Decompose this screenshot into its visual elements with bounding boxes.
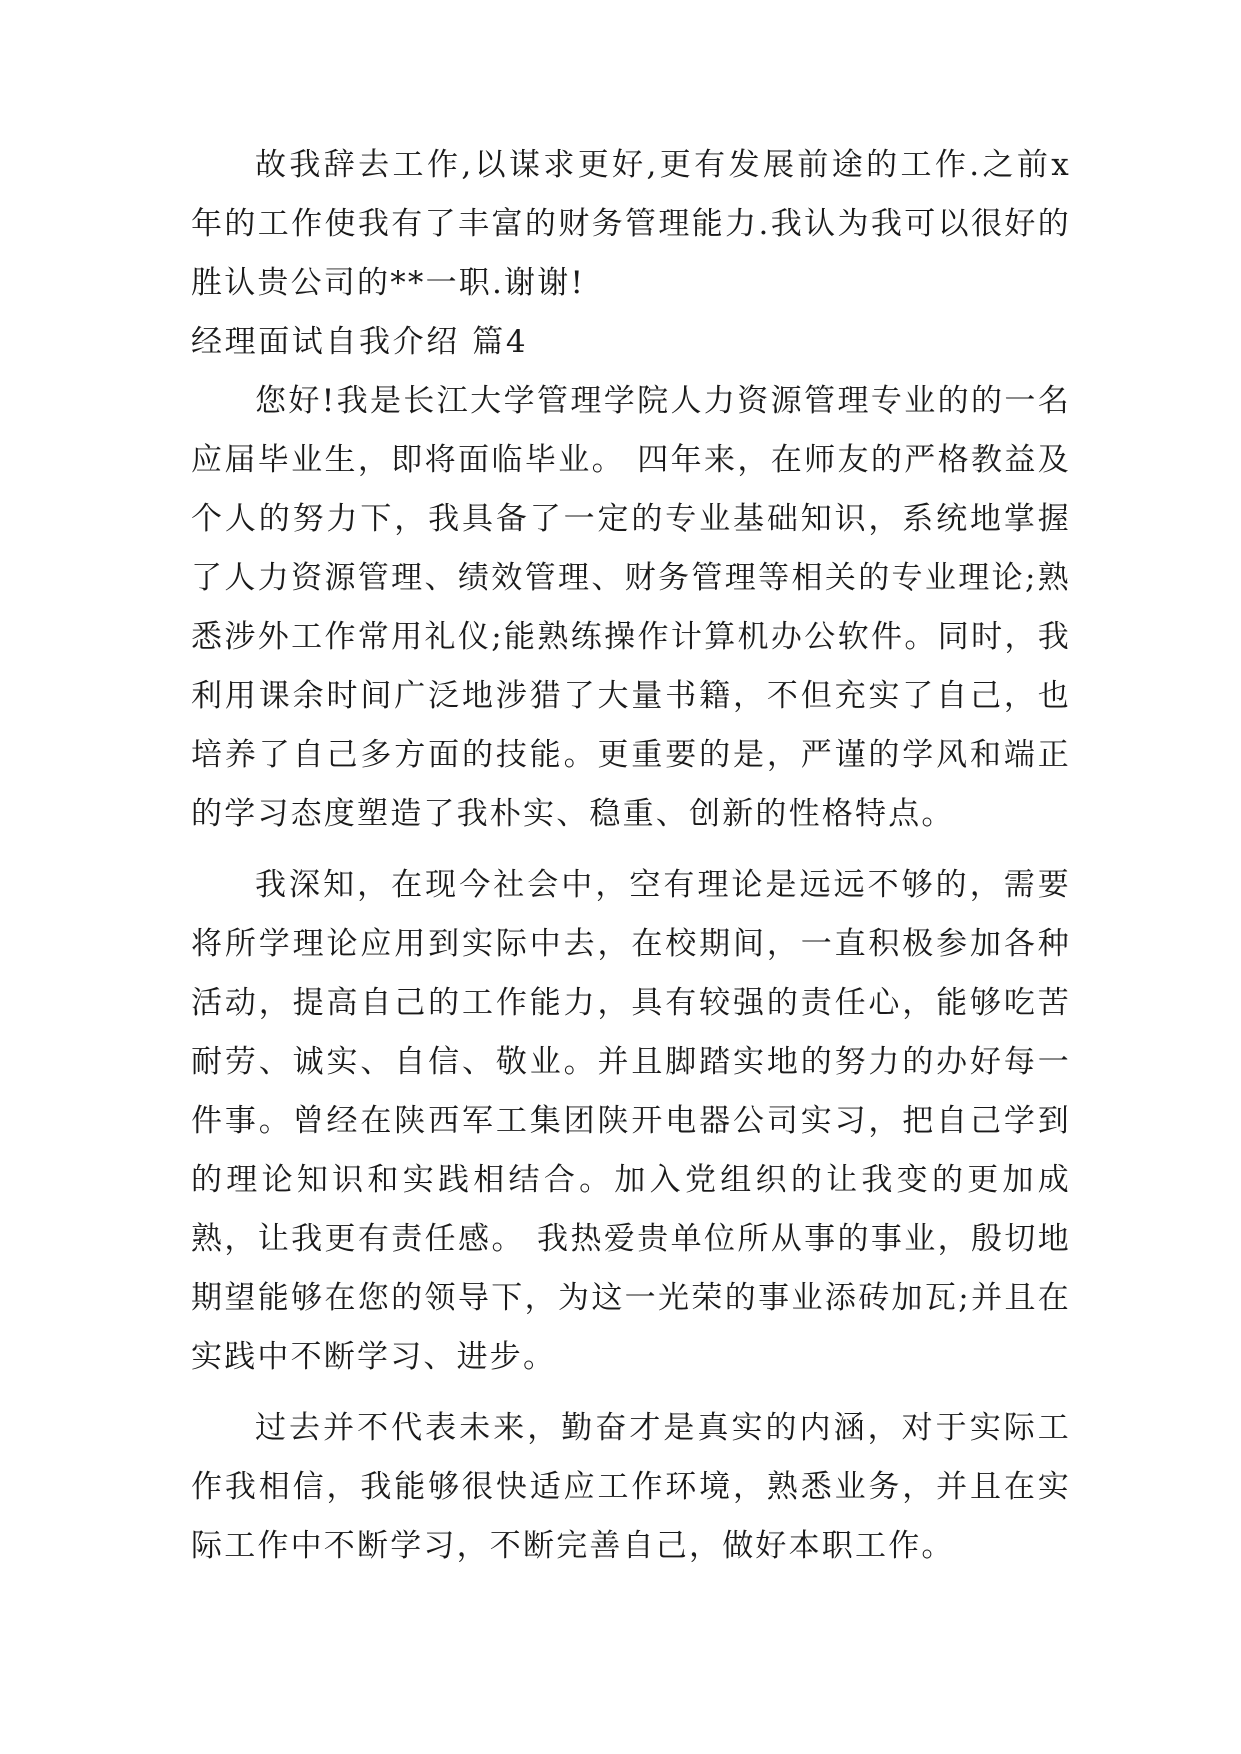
- paragraph-intro-closing: 故我辞去工作,以谋求更好,更有发展前途的工作.之前x年的工作使我有了丰富的财务管理能力.我认为我可以很好的胜认贵公司的**一职.谢谢!: [191, 147, 1071, 301]
- paragraph-1: 您好!我是长江大学管理学院人力资源管理专业的的一名应届毕业生，即将面临毕业。 四年来，在师友的严格教益及个人的努力下，我具备了一定的专业基础知识，系统地掌握了人力资源管理、绩效管理、财务管理等相关的专业理论;熟悉涉外工作常用礼仪;能熟练操作计算机办公软件。同时，我利用课余时间广泛地涉猎了大量书籍，不但充实了自己，也培养了自己多方面的技能。更重要的是，严谨的学风和端正的学习态度塑造了我朴实、稳重、创新的性格特点。: [191, 383, 1071, 832]
- paragraph-3: 过去并不代表未来，勤奋才是真实的内涵，对于实际工作我相信，我能够很快适应工作环境，熟悉业务，并且在实际工作中不断学习，不断完善自己，做好本职工作。: [191, 1410, 1071, 1564]
- section-heading: 经理面试自我介绍 篇4: [191, 324, 529, 360]
- document-body: [191, 136, 1071, 1576]
- paragraph-2: 我深知，在现今社会中，空有理论是远远不够的，需要将所学理论应用到实际中去，在校期间，一直积极参加各种活动，提高自己的工作能力，具有较强的责任心，能够吃苦耐劳、诚实、自信、敬业。并且脚踏实地的努力的办好每一件事。曾经在陕西军工集团陕开电器公司实习，把自己学到的理论知识和实践相结合。加入党组织的让我变的更加成熟，让我更有责任感。 我热爱贵单位所从事的事业，殷切地期望能够在您的领导下，为这一光荣的事业添砖加瓦;并且在实践中不断学习、进步。: [191, 867, 1071, 1375]
- paragraph-gap: [191, 1387, 1071, 1399]
- paragraph-gap: [191, 844, 1071, 856]
